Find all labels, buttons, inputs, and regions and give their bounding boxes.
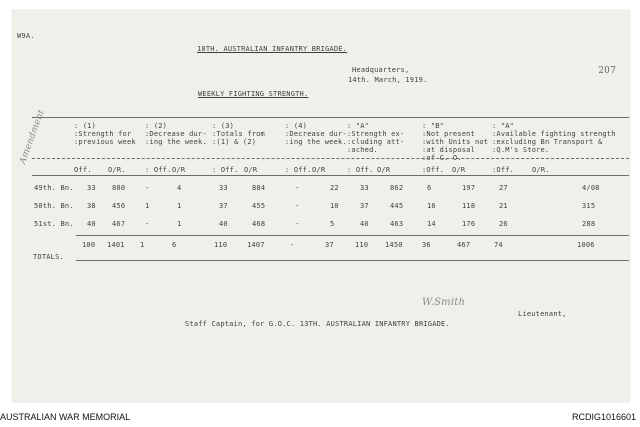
table-cell: 33 — [360, 184, 369, 192]
column-header-line: :of C. O. — [422, 154, 462, 162]
subheader-rule — [32, 175, 629, 176]
page-number: 207 — [598, 66, 616, 76]
column-header-line: :Decrease dur- — [285, 130, 347, 138]
table-cell: 40 — [219, 220, 228, 228]
subheader-cell: : Off. — [212, 166, 239, 174]
column-header-line: : (2) — [145, 122, 168, 130]
handwritten-signature: W.Smith — [422, 297, 466, 308]
table-cell: 315 — [582, 202, 596, 210]
table-cell: 118 — [462, 202, 476, 210]
row-unit-label: 49th. Bn. — [34, 184, 74, 192]
total-cell: 36 — [422, 241, 431, 249]
column-header-line: :ing the week. — [145, 138, 207, 146]
column-header-line: :Strength ex- — [347, 130, 405, 138]
table-cell: 21 — [499, 202, 508, 210]
subheader-cell: :Off. — [492, 166, 515, 174]
column-header-line: :Strength for — [74, 130, 132, 138]
document-page — [12, 10, 630, 402]
column-header-line: : (3) — [212, 122, 235, 130]
table-cell: 862 — [390, 184, 404, 192]
subheader-cell: : Off. — [145, 166, 172, 174]
column-header-line: : "A" — [347, 122, 370, 130]
signature-line: Staff Captain, for G.O.C. 13TH. AUSTRALIAN INFANTRY BRIGADE. — [185, 320, 450, 328]
table-cell: - — [145, 184, 150, 192]
signature-rank: Lieutenant, — [518, 310, 567, 318]
subheader-cell: :Off. — [422, 166, 445, 174]
table-cell: 40 — [87, 220, 96, 228]
table-cell: 10 — [330, 202, 339, 210]
header-divider — [32, 158, 629, 159]
table-cell: 22 — [330, 184, 339, 192]
column-header-line: :at disposal — [422, 146, 475, 154]
row-unit-label: 51st. Bn. — [34, 220, 74, 228]
table-cell: 176 — [462, 220, 476, 228]
table-cell: 16 — [427, 202, 436, 210]
table-cell: - — [295, 202, 300, 210]
subheader-cell: Off. — [74, 166, 92, 174]
headquarters-line: Headquarters, — [352, 66, 410, 74]
reference-code: W9A. — [17, 32, 35, 40]
total-cell: 100 — [82, 241, 96, 249]
column-header-line: :(1) & (2) — [212, 138, 257, 146]
column-header-line: : "B" — [422, 122, 445, 130]
table-cell: 468 — [252, 220, 266, 228]
table-cell: - — [145, 220, 150, 228]
subheader-cell: : Off. — [285, 166, 312, 174]
table-cell: 1 — [177, 220, 182, 228]
total-cell: 110 — [214, 241, 228, 249]
column-header-line: :excluding Bn Transport & — [492, 138, 603, 146]
subheader-cell: : Off. — [347, 166, 374, 174]
column-header-line: : (1) — [74, 122, 97, 130]
column-header-line: :Q.M's Store. — [492, 146, 550, 154]
table-cell: 27 — [499, 184, 508, 192]
document-subtitle: WEEKLY FIGHTING STRENGTH. — [198, 90, 309, 98]
column-header-line: :ached. — [347, 146, 378, 154]
column-header-line: :Totals from — [212, 130, 265, 138]
table-cell: 14 — [427, 220, 436, 228]
table-cell: 445 — [390, 202, 404, 210]
table-cell: 37 — [219, 202, 228, 210]
subheader-cell: O/R — [172, 166, 186, 174]
subheader-cell: O/R — [377, 166, 391, 174]
table-cell: 38 — [87, 202, 96, 210]
table-cell: 884 — [252, 184, 266, 192]
total-cell: 6 — [172, 241, 177, 249]
table-cell: 6 — [427, 184, 432, 192]
footer-reference-id: RCDIG1016601 — [571, 412, 636, 422]
table-cell: 4 — [177, 184, 182, 192]
table-cell: 288 — [582, 220, 596, 228]
table-top-rule — [32, 117, 629, 118]
column-header-line: :cluding att- — [347, 138, 405, 146]
column-header-line: :with Units not — [422, 138, 489, 146]
table-cell: - — [295, 184, 300, 192]
subheader-cell: O/R. — [108, 166, 126, 174]
totals-label: TOTALS. — [33, 253, 64, 261]
table-cell: 4/08 — [582, 184, 600, 192]
column-header-line: :ing the week. — [285, 138, 347, 146]
total-cell: 1450 — [385, 241, 403, 249]
table-cell: 463 — [390, 220, 404, 228]
document-title: 18TH. AUSTRALIAN INFANTRY BRIGADE. — [197, 45, 348, 53]
table-cell: 1 — [145, 202, 150, 210]
total-cell: 1407 — [247, 241, 265, 249]
table-cell: 456 — [112, 202, 126, 210]
column-header-line: : (4) — [285, 122, 308, 130]
margin-annotation: Amendment — [18, 108, 47, 166]
column-header-line: : "A" — [492, 122, 515, 130]
table-cell: 26 — [499, 220, 508, 228]
total-cell: 74 — [494, 241, 503, 249]
document-date: 14th. March, 1919. — [348, 76, 428, 84]
table-cell: 197 — [462, 184, 476, 192]
table-cell: 1 — [177, 202, 182, 210]
table-cell: 467 — [112, 220, 126, 228]
row-unit-label: 50th. Bn. — [34, 202, 74, 210]
footer-archive-name: AUSTRALIAN WAR MEMORIAL — [0, 412, 131, 422]
totals-top-rule — [76, 235, 629, 236]
total-cell: 1401 — [107, 241, 125, 249]
column-header-line: :Not present — [422, 130, 475, 138]
total-cell: 1 — [140, 241, 145, 249]
table-cell: 40 — [360, 220, 369, 228]
total-cell: 467 — [457, 241, 471, 249]
column-header-line: :Decrease dur- — [145, 130, 207, 138]
total-cell: 110 — [355, 241, 369, 249]
table-cell: 455 — [252, 202, 266, 210]
table-cell: - — [295, 220, 300, 228]
subheader-cell: O/R — [312, 166, 326, 174]
table-cell: 33 — [219, 184, 228, 192]
subheader-cell: O/R — [452, 166, 466, 174]
subheader-cell: O/R. — [532, 166, 550, 174]
total-cell: - — [290, 241, 295, 249]
table-cell: 880 — [112, 184, 126, 192]
column-header-line: :previous week — [74, 138, 136, 146]
totals-bottom-rule — [76, 260, 629, 261]
table-cell: 5 — [330, 220, 335, 228]
subheader-cell: O/R — [244, 166, 258, 174]
total-cell: 1006 — [577, 241, 595, 249]
total-cell: 37 — [325, 241, 334, 249]
table-cell: 33 — [87, 184, 96, 192]
column-header-line: :Available fighting strength — [492, 130, 616, 138]
table-cell: 37 — [360, 202, 369, 210]
